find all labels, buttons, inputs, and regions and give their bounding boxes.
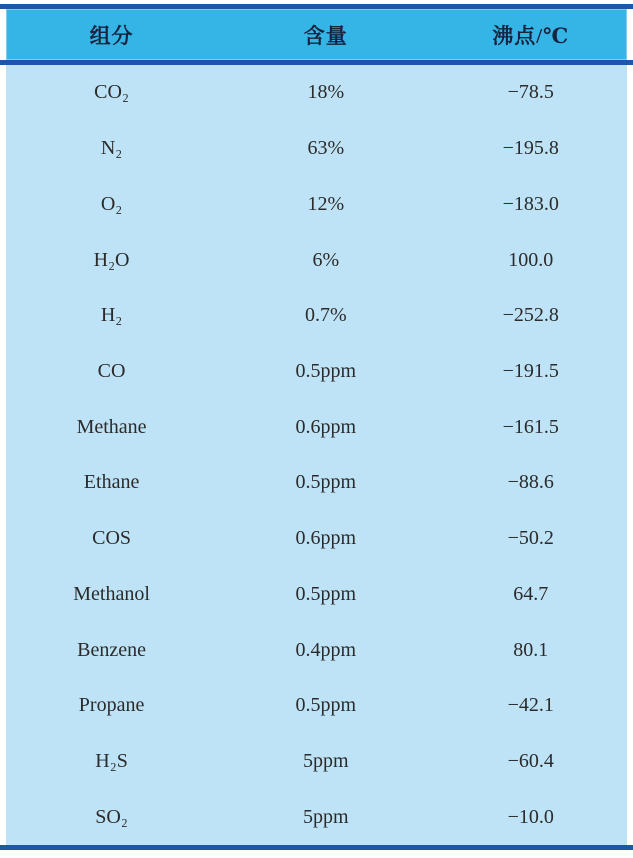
header-boiling-point: 沸点/℃ (492, 23, 570, 48)
boiling-point-cell: 80.1 (513, 638, 549, 661)
component-cell: CO (97, 359, 126, 382)
table-row (6, 789, 627, 845)
boiling-point-cell: 64.7 (513, 582, 549, 605)
content-cell: 0.5ppm (295, 359, 357, 382)
boiling-point-cell: −191.5 (502, 359, 559, 382)
component-cell: H₂S (95, 749, 128, 772)
component-cell: Ethane (83, 471, 140, 494)
header-component: 组分 (89, 23, 134, 48)
boiling-point-cell: −78.5 (507, 81, 554, 104)
content-cell: 0.4ppm (295, 638, 357, 661)
table-row (6, 455, 627, 511)
content-cell: 18% (307, 81, 345, 104)
content-cell: 12% (307, 192, 345, 215)
component-cell: CO₂ (94, 81, 129, 104)
component-cell: COS (92, 527, 132, 550)
content-cell: 0.6ppm (295, 527, 357, 550)
component-cell: Methanol (73, 582, 150, 605)
bottom-margin (0, 850, 633, 856)
table-header (6, 9, 627, 60)
component-cell: O₂ (100, 192, 123, 215)
table-row (6, 678, 627, 734)
table-row (6, 511, 627, 567)
boiling-point-cell: −195.8 (502, 137, 559, 160)
component-cell: N₂ (100, 137, 123, 160)
table-row (6, 65, 627, 121)
content-cell: 6% (312, 248, 340, 271)
content-cell: 63% (307, 137, 345, 160)
content-cell: 0.7% (304, 304, 347, 327)
content-cell: 5ppm (303, 749, 349, 772)
component-cell: Methane (76, 415, 147, 438)
table-row (6, 344, 627, 400)
boiling-point-cell: −88.6 (507, 471, 554, 494)
content-cell: 0.6ppm (295, 415, 357, 438)
content-cell: 0.5ppm (295, 694, 357, 717)
table-body (6, 65, 627, 845)
content-cell: 0.5ppm (295, 471, 357, 494)
table-row (6, 566, 627, 622)
table-row (6, 399, 627, 455)
component-cell: H₂ (100, 304, 123, 327)
table-row (6, 121, 627, 177)
boiling-point-cell: 100.0 (508, 248, 554, 271)
table-row (6, 622, 627, 678)
boiling-point-cell: −42.1 (507, 694, 554, 717)
boiling-point-cell: −60.4 (507, 749, 554, 772)
table-row (6, 734, 627, 790)
content-cell: 5ppm (303, 805, 349, 828)
component-cell: Benzene (77, 638, 146, 661)
table-row (6, 232, 627, 288)
boiling-point-cell: −183.0 (502, 192, 559, 215)
component-cell: Propane (78, 694, 145, 717)
boiling-point-cell: −50.2 (507, 527, 554, 550)
boiling-point-cell: −161.5 (502, 415, 559, 438)
content-cell: 0.5ppm (295, 582, 357, 605)
boiling-point-cell: −252.8 (502, 304, 559, 327)
component-cell: H₂O (93, 248, 130, 271)
table-row (6, 176, 627, 232)
component-cell: SO₂ (95, 805, 128, 828)
boiling-point-cell: −10.0 (507, 805, 554, 828)
header-content: 含量 (303, 23, 348, 48)
table-row (6, 288, 627, 344)
